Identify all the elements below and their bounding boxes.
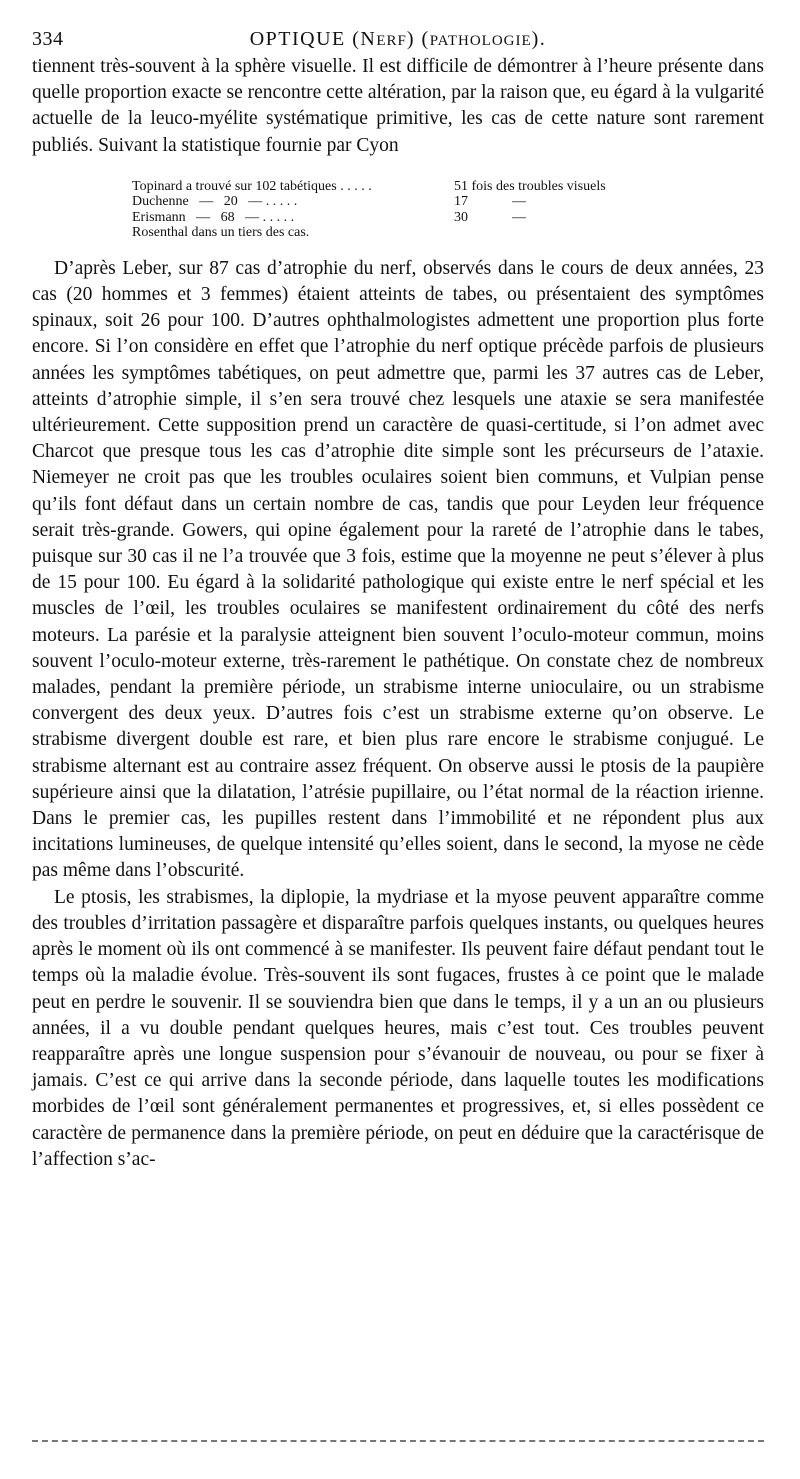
stat-text: Duchenne — 20 — (132, 194, 263, 210)
statistics-table (132, 179, 764, 241)
stat-dots: . . . . . (265, 194, 298, 210)
page-number: 334 (32, 28, 64, 50)
stat-author (132, 210, 454, 226)
stat-text: Topinard a trouvé sur 102 tabétiques (132, 178, 337, 194)
stat-author (132, 179, 454, 195)
stat-dash: — (512, 194, 526, 210)
stat-dots: . . . . . (340, 178, 372, 194)
title-smallcaps: PATHOLOGIE (429, 33, 532, 49)
paragraph-2: D’après Leber, sur 87 cas d’atrophie du nerf, observés dans le cours de deux années, 23 cas (20 hommes et 3 femmes) étaient atteints de tabes, ou présentaient des symptômes spinaux, soit 26 pour 100. D’autres ophthalmologistes admettent une proportion plus forte encore. Si l’on considère en effet que l’atrophie du nerf optique précède parfois de plusieurs années les symptômes tabétiques, on peut admettre que, parmi les 37 autres cas de Leber, atteints d’atrophie simple, il s’en sera trouvé chez lesquels une ataxie se sera manifestée ultérieurement. Cette supposition prend un caractère de quasi-certitude, si l’on admet avec Charcot que presque tous les cas d’atrophie dite simple sont les précurseurs de l’ataxie. Niemeyer ne croit pas que les troubles oculaires soient bien communs, et Vulpian pense qu’ils font défaut dans un certain nombre de cas, tandis que pour Leyden leur fréquence serait très-grande. Gowers, qui opine également pour la rareté de l’atrophie dans le tabes, puisque sur 30 cas il ne l’a trouvée que 3 fois, estime que la moyenne ne peut s’élever à plus de 15 pour 100. Eu égard à la solidarité pathologique qui existe entre le nerf spécial et les muscles de l’œil, les troubles oculaires se manifestent ordinairement du côté des nerfs moteurs. La parésie et la paralysie atteignent bien souvent l’oculo-moteur commun, moins souvent l’oculo-moteur externe, très-rarement le pathétique. On constate chez de nombreux malades, pendant la première période, un strabisme interne unioculaire, ou un strabisme convergent des deux yeux. D’autres fois c’est un strabisme externe qu’on observe. Le strabisme divergent double est rare, et bien plus rare encore le strabisme conjugué. Le strabisme alternant est au contraire assez fréquent. On observe aussi le ptosis de la paupière supérieure ainsi que la dilatation, l’atrésie pupillaire, ou l’état normal de la réaction irienne. Dans le premier cas, les pupilles restent dans l’immobilité et ne répondent plus aux incitations lumineuses, de quelque intensité qu’elles soient, dans le second, la myose ne cède pas même dans l’obscurité. (32, 257, 764, 882)
stat-author: Rosenthal dans un tiers des cas. (132, 225, 310, 241)
stat-dots: . . . . . (262, 209, 295, 225)
running-title (32, 28, 764, 51)
title-part: OPTIQUE (N (249, 28, 377, 50)
title-part: ). (531, 28, 547, 50)
stat-count: 17 (454, 194, 468, 210)
table-row (132, 210, 764, 226)
stat-text: Erismann — 68 — (132, 209, 260, 225)
running-header (32, 28, 764, 54)
table-row (132, 225, 764, 241)
title-smallcaps: ERF (376, 33, 407, 49)
title-part: ) ( (406, 28, 430, 50)
footer-dashed-rule (32, 1440, 764, 1442)
stat-author (132, 194, 454, 210)
stat-dash: — (512, 209, 526, 225)
table-row (132, 194, 764, 210)
table-row (132, 179, 764, 195)
paragraph-3: Le ptosis, les strabismes, la diplopie, la mydriase et la myose peuvent apparaître comme des troubles d’irritation passagère et disparaître parfois quelques instants, ou quelques heures après le moment où ils ont commencé à se manifester. Ils peuvent faire défaut pendant tout le temps où la maladie évolue. Très-souvent ils sont fugaces, frustes à ce point que le malade peut en perdre le souvenir. Il se souviendra bien que dans le temps, il y a un an ou plusieurs années, il a vu double pendant quelques heures, mais c’est tout. Ces troubles peuvent reapparaître après une longue suspension pour s’évanouir de nouveau, ou pour se fixer à jamais. C’est ce qui arrive dans la seconde période, dans laquelle toutes les modifications morbides de l’œil sont généralement permanentes et progressives, et, si elles possèdent ce caractère de permanence dans la première période, on peut en déduire que la caractérisque de l’affection s’ac- (32, 886, 764, 1170)
paragraph-1: tiennent très-souvent à la sphère visuelle. Il est difficile de démontrer à l’heure présente dans quelle proportion exacte se rencontre cette altération, par la raison que, eu égard à la vulgarité actuelle de la leuco-myélite systématique primitive, les cas de cette nature sont rarement publiés. Suivant la statistique fournie par Cyon (32, 56, 764, 156)
document-page (32, 28, 764, 1173)
stat-count: 30 (454, 209, 468, 225)
stat-count: 51 fois des troubles visuels (454, 178, 606, 194)
